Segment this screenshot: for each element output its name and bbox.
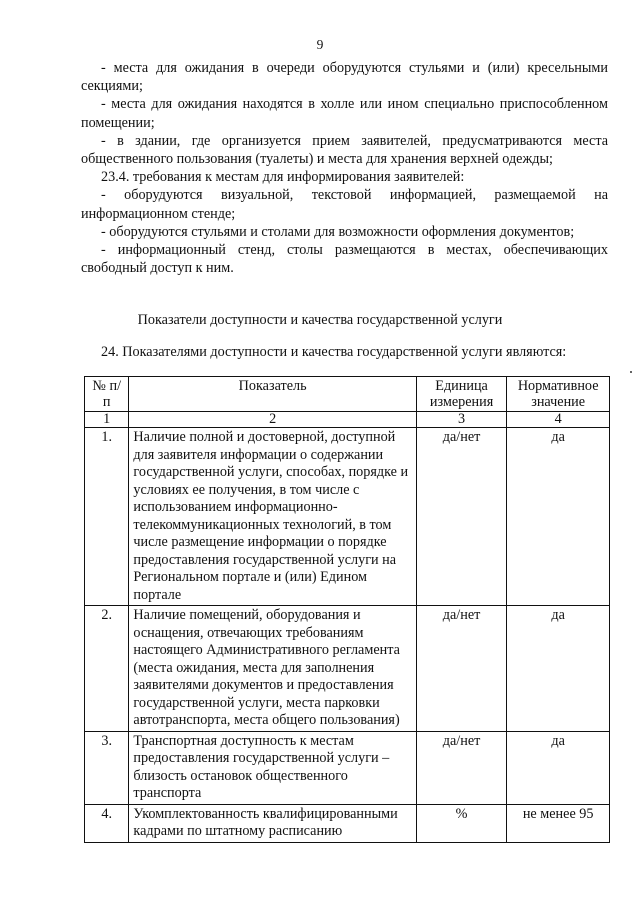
row-indicator: Наличие помещений, оборудования и оснащения, отвечающих требованиям настоящего Административного регламента (места ожидания, места для заполнения заявителями документов и предоставления государственной услуги, места парковки автотранспорта, места общего пользования) [129,606,416,732]
row-value: да [507,428,610,606]
column-number: 2 [129,412,416,428]
row-value: да [507,606,610,732]
row-value: да [507,731,610,804]
table-header-row [85,377,610,412]
row-indicator: Транспортная доступность к местам предоставления государственной услуги – близость остановок общественного транспорта [129,731,416,804]
column-number: 1 [85,412,129,428]
indicators-table [84,376,610,843]
row-value: не менее 95 [507,804,610,842]
row-unit: да/нет [416,428,507,606]
intro-paragraph: 24. Показателями доступности и качества государственной услуги являются: [101,344,567,360]
row-unit: да/нет [416,606,507,732]
row-number: 3. [85,731,129,804]
row-indicator: Наличие полной и достоверной, доступной для заявителя информации о содержании государственной услуги, способах, порядке и условиях ее получения, в том числе с использованием информационно-телекоммуникационных технологий, в том числе размещение информации о порядке предоставления государственной услуги на Региональном портале и (или) Едином портале [129,428,416,606]
paragraph: 23.4. требования к местам для информирования заявителей: [101,169,465,186]
scan-speck [630,371,632,373]
page-number: 9 [316,37,324,52]
section-title: Показатели доступности и качества государственной услуги [137,312,503,328]
column-number: 4 [507,412,610,428]
column-number-row [85,412,610,428]
paragraph: - места для ожидания находятся в холле или ином специально приспособленном помещении; [81,96,608,131]
row-unit: да/нет [416,731,507,804]
row-number: 2. [85,606,129,732]
header-unit: Единица измерения [416,377,507,412]
table-row [85,731,610,804]
paragraph: - места для ожидания в очереди оборудуются стульями и (или) кресельными секциями; [81,60,608,95]
header-value: Нормативное значение [507,377,610,412]
paragraph: - информационный стенд, столы размещаются в местах, обеспечивающих свободный доступ к ним. [81,242,608,277]
paragraph: - оборудуются визуальной, текстовой информацией, размещаемой на информационном стенде; [81,187,608,222]
row-unit: % [416,804,507,842]
header-indicator: Показатель [129,377,416,412]
paragraph: - оборудуются стульями и столами для возможности оформления документов; [101,223,575,240]
table-row [85,804,610,842]
table-row [85,606,610,732]
row-indicator: Укомплектованность квалифицированными кадрами по штатному расписанию [129,804,416,842]
paragraph: - в здании, где организуется прием заявителей, предусматриваются места общественного пользования (туалеты) и места для хранения верхней одежды; [81,132,608,168]
row-number: 1. [85,428,129,606]
column-number: 3 [416,412,507,428]
table-row [85,428,610,606]
row-number: 4. [85,804,129,842]
header-num: № п/п [85,377,129,412]
requirements-text [81,59,608,277]
